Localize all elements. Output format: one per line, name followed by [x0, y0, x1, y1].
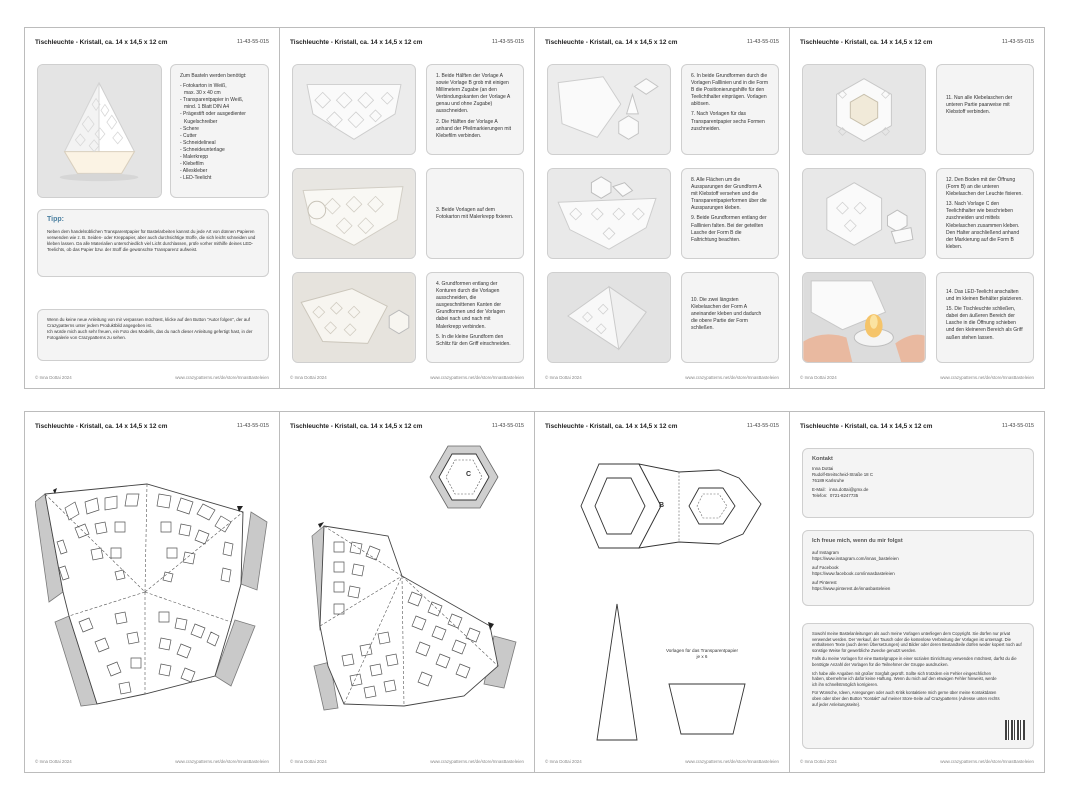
article-code: 11-43-55-015: [747, 423, 779, 429]
template-a-drawing: [35, 472, 275, 712]
page-header: [545, 39, 779, 49]
step-photo-9: [802, 272, 926, 363]
group-use-notice: Falls du meine Vorlagen für eine Bastelgruppe in einer sozialen Einrichtung verwenden möchtest, darfst du die benötigte Anzahl der Vorlagen für die Teilnehmer der Gruppe ausdrucken.: [812, 656, 1017, 667]
facebook-label: auf Facebook: [812, 565, 839, 570]
base-photo: [803, 169, 925, 258]
materials-box: [170, 64, 269, 198]
step-text-4: [681, 64, 779, 155]
triangle-drawing: [595, 602, 639, 742]
article-code: 11-43-55-015: [1002, 39, 1034, 45]
step-photo-3: [292, 272, 416, 363]
page-footer: [545, 759, 779, 767]
social-box: [802, 530, 1034, 606]
step-3: 3. Beide Vorlagen auf dem Fotokarton mit Malerkrepp fixieren.: [436, 207, 514, 221]
template-a-drawing-2: [294, 516, 526, 712]
lamp-illustration: [38, 65, 161, 197]
instagram-link[interactable]: https://www.instagram.com/innas_basteleien: [812, 556, 899, 561]
page-3: [534, 27, 790, 389]
transparent-trapezoid-template: [667, 682, 747, 736]
store-url: www.crazypatterns.net/de/store/InnasBasteleien: [685, 759, 779, 764]
page-footer: [800, 375, 1034, 383]
transparent-template-caption: [647, 648, 757, 660]
material-item: - Schere: [180, 125, 199, 132]
copyright: © Inna Dottai 2024: [545, 375, 582, 380]
step-4: 4. Grundformen entlang der Konturen durch die Vorlagen ausschneiden, die ausgeschnittenen Kanten der Grundformen und der Vorlagen dabei nach und nach mit Malerkrepp verbinden.: [436, 281, 505, 330]
store-url: www.crazypatterns.net/de/store/InnasBasteleien: [430, 375, 524, 380]
cut-out-photo: [293, 273, 415, 362]
step-9: 9. Beide Grundformen entlang der Falllinien falten. Bei der geteilten Lasche der Form B die Faltrichtung beachten.: [691, 215, 767, 243]
step-text-9: [936, 272, 1034, 363]
step-8: 8. Alle Flächen um die Aussparungen der Grundform A mit Klebstoff versehen und die Transparentpapierformen über die Aussparungen kleben.: [691, 177, 767, 212]
step-12: 12. Den Boden mit der Öffnung (Form B) an die unteren Klebelaschen der Leuchte fixieren.: [946, 177, 1023, 198]
step-6: 6. In beide Grundformen durch die Vorlagen Falllinien und in die Form B die Positionierungshilfe für den Teelichthalter einprägen. Vorlagen ablösen.: [691, 73, 768, 108]
template-b: [579, 456, 769, 556]
contact-street: Rudolf-Breitscheid-Straße 18 C: [812, 472, 874, 477]
caption-line-2: je x 6: [696, 654, 708, 659]
store-url: www.crazypatterns.net/de/store/InnasBasteleien: [175, 759, 269, 764]
follow-text: Wenn du keine neue Anleitung von mir verpassen möchtest, klicke auf den Button "Autor folgen", der auf Crazypatterns unter jedem Produktbild angegeben ist.: [47, 317, 250, 328]
material-item: - Alleskleber: [180, 168, 208, 175]
step-photo-1: [292, 64, 416, 155]
copyright-notice: Sowohl meine Bastelanleitungen als auch meine Vorlagen unterliegen dem Copyright. Sie dürfen nur privat verwendet werden. Der Verkauf, der Tausch oder die kostenlose Verbreitung der Vorlagen ist untersagt. Die enthaltenen Texte (auch deren Übersetzungen) und Bilder oder deren Bestandteile dürfen weder kopiert noch auf sonstige Weise für gewerbliche Zwecke genutzt werden.: [812, 631, 1022, 653]
copyright: © Inna Dottai 2024: [800, 759, 837, 764]
copyright: © Inna Dottai 2024: [35, 759, 72, 764]
trapezoid-drawing: [667, 682, 747, 736]
fold-photo: [548, 273, 670, 362]
contact-heading: Kontakt: [812, 456, 833, 462]
caption-line-1: Vorlagen für das Transparentpapier: [665, 648, 738, 653]
page-header: [290, 39, 524, 49]
material-item: - Cutter: [180, 132, 197, 139]
step-photo-4: [547, 64, 671, 155]
page-header: [35, 39, 269, 49]
contact-email[interactable]: E-Mail: inna.dottai@gmx.de: [812, 487, 869, 492]
page-title: Tischleuchte - Kristall, ca. 14 x 14,5 x 12 cm: [800, 39, 933, 46]
step-photo-6: [547, 272, 671, 363]
pinterest-link[interactable]: https://www.pinterest.de/innasbasteleien: [812, 586, 891, 591]
glue-photo: [548, 169, 670, 258]
page-footer: [290, 375, 524, 383]
step-1: 1. Beide Hälften der Vorlage A sowie Vorlage B grob mit einigen Millimetern Zugabe (an den Verbindungskanten der Vorlage A genau und ohne Zugabe) ausschneiden.: [436, 73, 510, 115]
copyright: © Inna Dottai 2024: [545, 759, 582, 764]
copyright: © Inna Dottai 2024: [800, 375, 837, 380]
step-11: 11. Nun alle Klebelaschen der unteren Partie paarweise mit Klebstoff verbinden.: [946, 95, 1013, 116]
template-a-lower-half: [294, 516, 526, 712]
emboss-photo: [548, 65, 670, 154]
page-header: [800, 39, 1034, 49]
article-code: 11-43-55-015: [492, 423, 524, 429]
material-item: - Klebefilm: [180, 161, 204, 168]
material-item: - LED-Teelicht: [180, 175, 212, 182]
page-header: [290, 423, 524, 433]
step-7: 7. Nach Vorlagen für das Transparentpapier sechs Formen zuschneiden.: [691, 111, 765, 132]
tealight-photo: [803, 273, 925, 362]
step-text-7: [936, 64, 1034, 155]
page-footer: [545, 375, 779, 383]
tip-box: [37, 209, 269, 277]
store-url: www.crazypatterns.net/de/store/InnasBasteleien: [940, 759, 1034, 764]
page-title: Tischleuchte - Kristall, ca. 14 x 14,5 x 12 cm: [35, 423, 168, 430]
step-14: 14. Das LED-Teelicht anschalten und im kleinen Behälter platzieren.: [946, 289, 1023, 303]
page-footer: [290, 759, 524, 767]
page-title: Tischleuchte - Kristall, ca. 14 x 14,5 x 12 cm: [800, 423, 933, 430]
step-photo-8: [802, 168, 926, 259]
legal-box: [802, 623, 1034, 749]
transparent-triangle-template: [595, 602, 639, 742]
page-footer: [35, 375, 269, 383]
page-6: [279, 411, 535, 773]
step-text-1: [426, 64, 524, 155]
step-text-5: [681, 168, 779, 259]
step-photo-5: [547, 168, 671, 259]
store-url: www.crazypatterns.net/de/store/InnasBasteleien: [175, 375, 269, 380]
tip-text: Neben dem handelsüblichen Transparentpapier für Bastelarbeiten kannst du jede Art von dünnen Papieren verwenden wie z. B. Seiden- oder Kreppapier, aber auch durchsichtige Stoffe, die sich leicht schneiden und kleben lassen. Da alle Materialien unterschiedlich viel Licht durchlassen, prüfe vorher mithilfe deines LED-Teelichts, ob das Papier bzw. der Stoff die gewünschte Transparenz aufweist.: [47, 229, 256, 252]
step-2: 2. Die Hälften der Vorlage A anhand der Pfeilmarkierungen mit Klebefilm verbinden.: [436, 118, 512, 139]
page-1: [24, 27, 280, 389]
qr-code-icon[interactable]: [1005, 720, 1025, 740]
pinterest-label: auf Pinterest: [812, 580, 837, 585]
page-4: [789, 27, 1045, 389]
feedback-notice: Für Wünsche, Ideen, Anregungen oder auch Kritik kontaktiere mich gerne über meine Kontaktdaten oben oder über den Button "Kontakt" auf meiner Store-Seite auf Crazypatterns (Adresse unten rechts auf jeder Anleitungsseite).: [812, 690, 1000, 707]
page-title: Tischleuchte - Kristall, ca. 14 x 14,5 x 12 cm: [545, 423, 678, 430]
template-cut-photo: [293, 65, 415, 154]
material-item: - Schneideunterlage: [180, 146, 225, 153]
page-header: [545, 423, 779, 433]
liability-notice: Ich habe alle Angaben mit großer Sorgfalt geprüft. Sollte sich trotzdem ein Fehler eingeschlichen haben, übernehme ich dafür keine Haftung. Wenn du mich auf den etwaigen Fehler hinweist, werde ich ihn schnellstmöglich korrigieren.: [812, 670, 997, 687]
material-item: max. 30 x 40 cm: [184, 90, 221, 97]
page-2: [279, 27, 535, 389]
page-title: Tischleuchte - Kristall, ca. 14 x 14,5 x 12 cm: [545, 39, 678, 46]
page-title: Tischleuchte - Kristall, ca. 14 x 14,5 x 12 cm: [290, 39, 423, 46]
page-title: Tischleuchte - Kristall, ca. 14 x 14,5 x 12 cm: [290, 423, 423, 430]
template-b-label: B: [659, 502, 665, 509]
page-footer: [35, 759, 269, 767]
step-text-2: [426, 168, 524, 259]
contact-name: Inna Dottai: [812, 466, 834, 471]
contact-city: 76189 Karlsruhe: [812, 478, 845, 483]
material-item: - Fotokarton in Weiß,: [180, 83, 227, 90]
material-item: - Transparentpapier in Weiß,: [180, 97, 244, 104]
material-item: Kugelschreiber: [184, 118, 218, 125]
contact-box: [802, 448, 1034, 518]
store-url: www.crazypatterns.net/de/store/InnasBasteleien: [940, 375, 1034, 380]
copyright: © Inna Dottai 2024: [290, 759, 327, 764]
gallery-text: Ich würde mich auch sehr freuen, ein Foto des Modells, das du nach dieser Anleitung gefertigt hast, in der Fotogalerie von Crazypatterns zu sehen.: [47, 329, 253, 340]
step-text-3: [426, 272, 524, 363]
tip-heading: Tipp:: [47, 216, 64, 223]
template-c: [428, 444, 500, 510]
template-fix-photo: [293, 169, 415, 258]
material-item: mind. 1 Blatt DIN A4: [184, 104, 230, 111]
page-title: Tischleuchte - Kristall, ca. 14 x 14,5 x 12 cm: [35, 39, 168, 46]
copyright: © Inna Dottai 2024: [35, 375, 72, 380]
step-15: 15. Die Tischleuchte schließen, dabei den äußeren Bereich der Lasche in die Öffnung schieben und den kleineren Bereich als Griff außen stehen lassen.: [946, 306, 1023, 341]
page-5: [24, 411, 280, 773]
page-header: [800, 423, 1034, 433]
contact-phone: Telefon: 0721-8247735: [812, 493, 859, 498]
page-7: [534, 411, 790, 773]
step-text-8: [936, 168, 1034, 259]
step-photo-2: [292, 168, 416, 259]
article-code: 11-43-55-015: [1002, 423, 1034, 429]
follow-heading: Ich freue mich, wenn du mir folgst: [812, 538, 903, 544]
article-code: 11-43-55-015: [747, 39, 779, 45]
step-5: 5. In die kleine Grundform den Schlitz für den Griff einschneiden.: [436, 333, 511, 347]
template-c-label: C: [466, 471, 472, 478]
material-item: - Prägestift oder ausgedienter: [180, 111, 246, 118]
template-b-drawing: [579, 456, 769, 556]
article-code: 11-43-55-015: [492, 39, 524, 45]
step-text-6: [681, 272, 779, 363]
step-10: 10. Die zwei längsten Klebelaschen der Form A aneinander kleben und dadurch die obere Partie der Form schließen.: [691, 297, 762, 332]
article-code: 11-43-55-015: [237, 39, 269, 45]
copyright: © Inna Dottai 2024: [290, 375, 327, 380]
step-photo-7: [802, 64, 926, 155]
materials-list: [180, 83, 259, 182]
template-c-drawing: [428, 444, 500, 510]
material-item: - Schneidelineal: [180, 139, 216, 146]
page-footer: [800, 759, 1034, 767]
page-header: [35, 423, 269, 433]
page-8: [789, 411, 1045, 773]
assembly-photo: [803, 65, 925, 154]
template-a-upper-half: [35, 472, 275, 712]
facebook-link[interactable]: https://www.facebook.com/innasbasteleien: [812, 571, 895, 576]
instagram-label: auf Instagram: [812, 550, 839, 555]
step-13: 13. Nach Vorlage C den Teelichthalter wie beschrieben zuschneiden und mittels Klebelaschen zusammen kleben. Den Halter anschließend anhand der Markierung auf die Form B kleben.: [946, 201, 1020, 250]
follow-box: [37, 309, 269, 361]
store-url: www.crazypatterns.net/de/store/InnasBasteleien: [685, 375, 779, 380]
article-code: 11-43-55-015: [237, 423, 269, 429]
material-item: - Malerkrepp: [180, 154, 209, 161]
store-url: www.crazypatterns.net/de/store/InnasBasteleien: [430, 759, 524, 764]
materials-intro: Zum Basteln werden benötigt:: [180, 73, 247, 79]
lamp-photo: [37, 64, 162, 198]
